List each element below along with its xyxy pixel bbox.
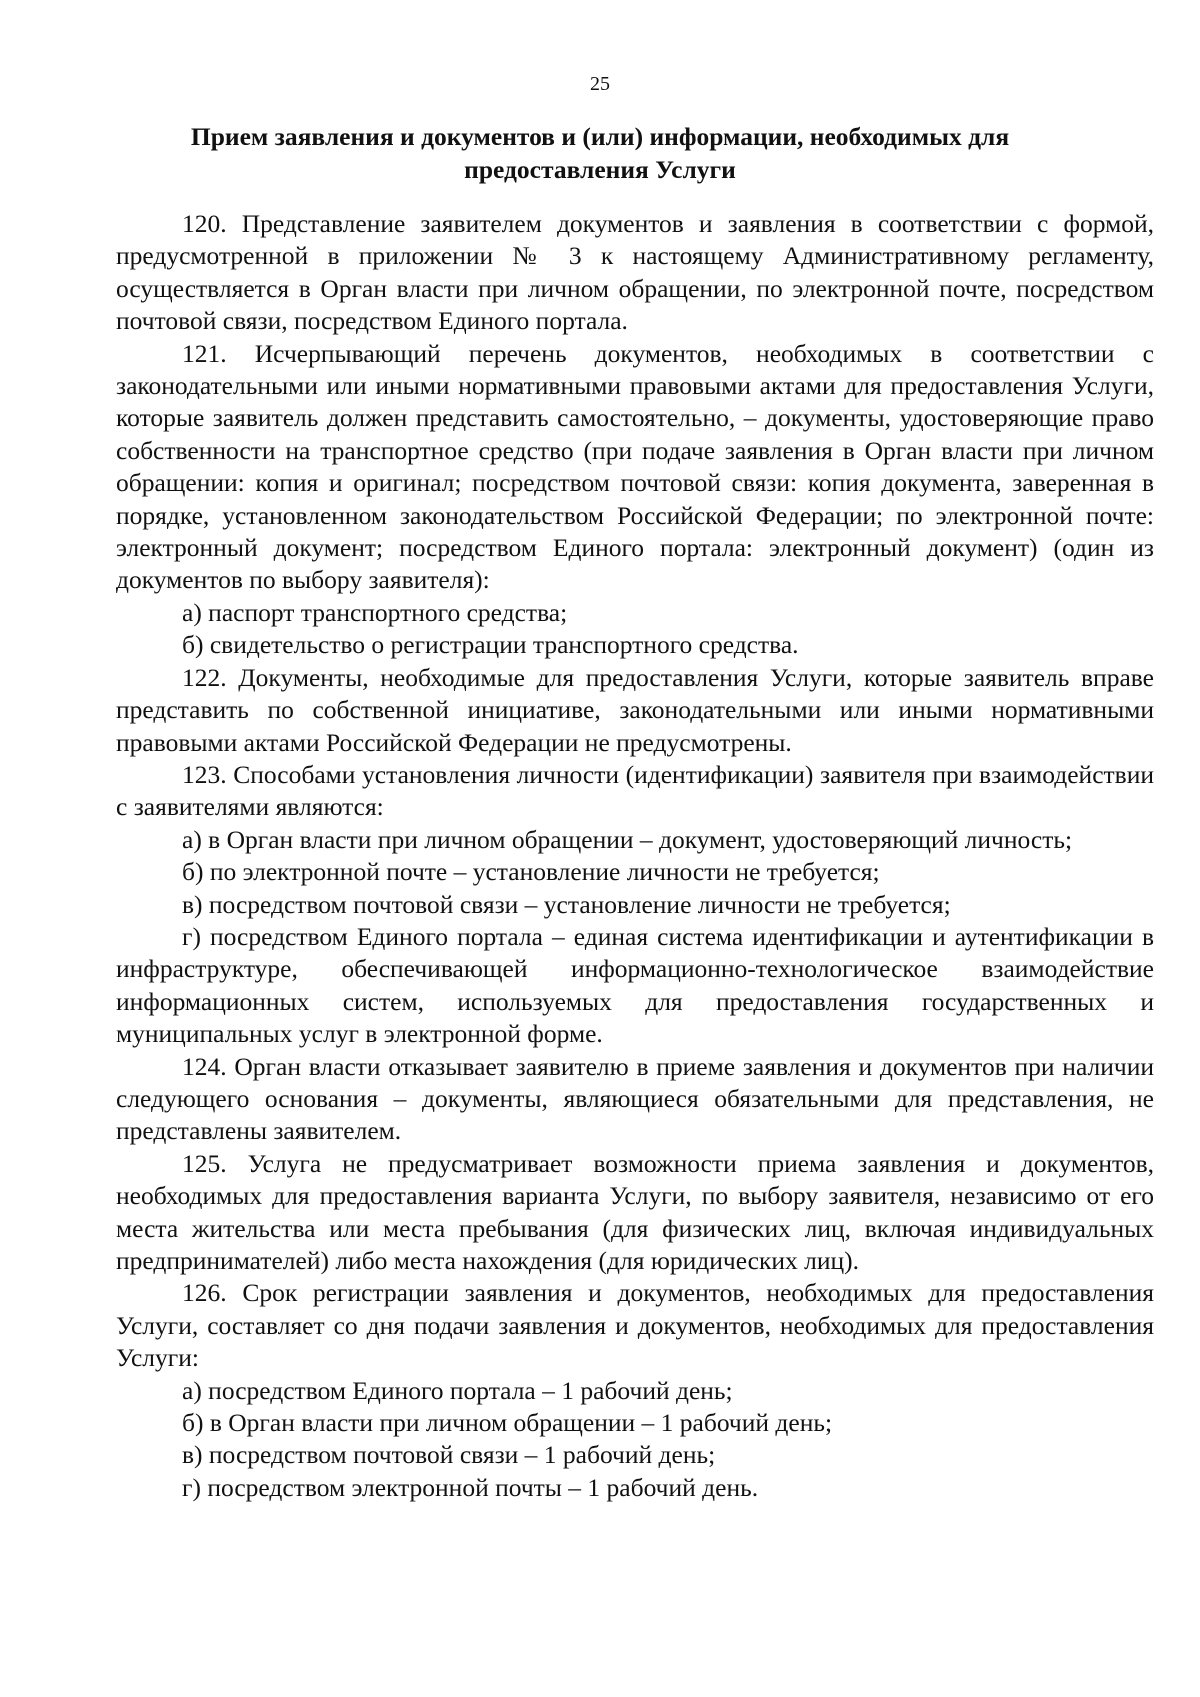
list-item-126-b: б) в Орган власти при личном обращении – 1 рабочий день; [182, 1408, 833, 1438]
list-item-123-a: а) в Орган власти при личном обращении – документ, удостоверяющий личность; [182, 824, 1073, 854]
list-item-123-b: б) по электронной почте – установление личности не требуется; [182, 857, 880, 887]
list-item-126-v: в) посредством почтовой связи – 1 рабочий день; [182, 1440, 716, 1470]
page-number: 25 [590, 73, 610, 95]
paragraph-122: 122. Документы, необходимые для предоставления Услуги, которые заявитель вправе представить по собственной инициативе, законодательными или иными нормативными правовыми актами Российской Федерации не предусмотрены. [116, 662, 1154, 757]
list-item-121-a: а) паспорт транспортного средства; [182, 597, 568, 627]
list-item-126-g: г) посредством электронной почты – 1 рабочий день. [182, 1472, 759, 1502]
paragraph-126: 126. Срок регистрации заявления и документов, необходимых для предоставления Услуги, составляет со дня подачи заявления и документов, необходимых для предоставления Услуги: [116, 1278, 1154, 1373]
paragraph-120: 120. Представление заявителем документов и заявления в соответствии с формой, предусмотренной в приложении № 3 к настоящему Административному регламенту, осуществляется в Орган власти при личном обращении, по электронной почте, посредством почтовой связи, посредством Единого портала. [116, 209, 1154, 336]
paragraph-125: 125. Услуга не предусматривает возможности приема заявления и документов, необходимых для предоставления варианта Услуги, по выбору заявителя, независимо от его места жительства или места пребывания (для физических лиц, включая индивидуальных предпринимателей) либо места нахождения (для юридических лиц). [116, 1148, 1154, 1275]
document-body [116, 208, 1154, 1504]
paragraph-121: 121. Исчерпывающий перечень документов, необходимых в соответствии с законодательными или иными нормативными правовыми актами для предоставления Услуги, которые заявитель должен представить самостоятельно, – документы, удостоверяющие право собственности на транспортное средство (при подаче заявления в Орган власти при личном обращении: копия и оригинал; посредством почтовой связи: копия документа, заверенная в порядке, установленном законодательством Российской Федерации; по электронной почте: электронный документ; посредством Единого портала: электронный документ) (один из документов по выбору заявителя): [116, 338, 1154, 595]
paragraph-124: 124. Орган власти отказывает заявителю в приеме заявления и документов при наличии следующего основания – документы, являющиеся обязательными для представления, не представлены заявителем. [116, 1051, 1154, 1146]
list-item-123-v: в) посредством почтовой связи – установление личности не требуется; [182, 889, 951, 919]
list-item-126-a: а) посредством Единого портала – 1 рабочий день; [182, 1375, 733, 1405]
section-heading: Прием заявления и документов и (или) информации, необходимых для предоставления Услуги [190, 122, 1010, 184]
paragraph-123: 123. Способами установления личности (идентификации) заявителя при взаимодействии с заявителями являются: [116, 759, 1154, 822]
list-item-123-g: г) посредством Единого портала – единая система идентификации и аутентификации в инфраструктуре, обеспечивающей информационно-технологическое взаимодействие информационных систем, используемых для предоставления государственных и муниципальных услуг в электронной форме. [116, 921, 1154, 1049]
list-item-121-b: б) свидетельство о регистрации транспортного средства. [182, 630, 799, 660]
